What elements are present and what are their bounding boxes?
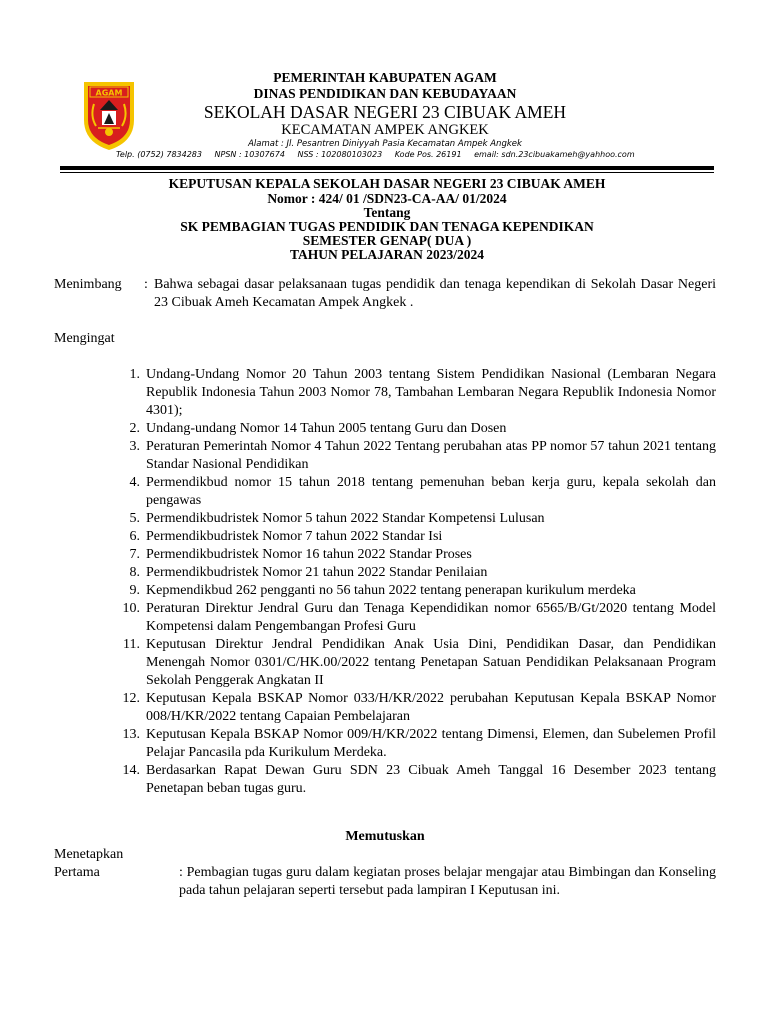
mengingat-label: Mengingat bbox=[54, 331, 115, 346]
postal-code-text: Kode Pos. 26191 bbox=[394, 150, 462, 159]
letterhead-address: Alamat : Jl. Pesantren Diniyyah Pasia Kecamatan Ampek Angkek bbox=[248, 139, 522, 149]
list-text: Keputusan Kepala BSKAP Nomor 009/H/KR/2022 tentang Dimensi, Elemen, dan Subelemen Profil Pelajar Pancasila pda Kurikulum Merdeka. bbox=[146, 727, 716, 760]
list-text: Permendikbud nomor 15 tahun 2018 tentang pemenuhan beban kerja guru, kepala sekolah dan pengawas bbox=[146, 475, 716, 508]
list-text: Keputusan Kepala BSKAP Nomor 033/H/KR/2022 perubahan Keputusan Kepala BSKAP Nomor 008/H/KR/2022 tentang Capaian Pembelajaran bbox=[146, 691, 716, 724]
menimbang-label: Menimbang bbox=[54, 277, 122, 292]
letterhead-district: KECAMATAN AMPEK ANGKEK bbox=[281, 122, 489, 138]
list-item bbox=[129, 546, 716, 564]
agam-regency-logo bbox=[80, 80, 138, 152]
list-item bbox=[122, 762, 716, 798]
list-item bbox=[129, 564, 716, 582]
list-text: Permendikbudristek Nomor 7 tahun 2022 Standar Isi bbox=[146, 529, 443, 544]
pertama-label: Pertama bbox=[54, 865, 100, 880]
telp-text: Telp. (0752) 7834283 bbox=[116, 150, 202, 159]
list-number: 12. bbox=[122, 691, 140, 706]
list-text: Undang-Undang Nomor 20 Tahun 2003 tentang Sistem Pendidikan Nasional (Lembaran Negara Republik Indonesia Tahun 2003 Nomor 78, Tambahan Lembaran Negara Republik Indonesia Nomor 4301); bbox=[146, 367, 716, 418]
list-text: Peraturan Direktur Jendral Guru dan Tenaga Kependidikan nomor 6565/B/Gt/2020 tentang Model Kompetensi dalam Pengembangan Profesi Guru bbox=[146, 601, 716, 634]
list-text: Permendikbudristek Nomor 21 tahun 2022 Standar Penilaian bbox=[146, 565, 488, 580]
list-number: 13. bbox=[122, 727, 140, 742]
pertama-section bbox=[54, 864, 716, 900]
memutuskan-heading: Memutuskan bbox=[345, 829, 425, 844]
list-text: Kepmendikbud 262 pengganti no 56 tahun 2022 tentang penerapan kurikulum merdeka bbox=[146, 583, 636, 598]
decree-body bbox=[54, 276, 716, 900]
list-number: 11. bbox=[123, 637, 140, 652]
list-number: 6. bbox=[129, 529, 140, 544]
list-item bbox=[129, 528, 716, 546]
decree-about: Tentang bbox=[363, 205, 411, 220]
menimbang-section bbox=[54, 276, 716, 312]
list-item bbox=[129, 420, 716, 438]
decree-academic-year: TAHUN PELAJARAN 2023/2024 bbox=[289, 247, 484, 262]
list-number: 8. bbox=[129, 565, 140, 580]
menetapkan-label: Menetapkan bbox=[54, 847, 124, 862]
list-number: 14. bbox=[122, 763, 140, 778]
list-text: Permendikbudristek Nomor 16 tahun 2022 Standar Proses bbox=[146, 547, 472, 562]
decree-number: Nomor : 424/ 01 /SDN23-CA-AA/ 01/2024 bbox=[267, 191, 507, 206]
list-item bbox=[122, 690, 716, 726]
letterhead-divider-thin bbox=[60, 172, 714, 173]
list-number: 5. bbox=[129, 511, 140, 526]
letterhead-contact-line bbox=[116, 150, 676, 159]
list-number: 1. bbox=[129, 367, 140, 382]
mengingat-list bbox=[54, 366, 716, 798]
list-text: Berdasarkan Rapat Dewan Guru SDN 23 Cibuak Ameh Tanggal 16 Desember 2023 tentang Penetapan beban tugas guru. bbox=[146, 763, 716, 796]
list-item bbox=[123, 636, 716, 690]
list-item bbox=[122, 600, 716, 636]
decree-subject: SK PEMBAGIAN TUGAS PENDIDIK DAN TENAGA KEPENDIKAN bbox=[180, 219, 594, 234]
decree-title: KEPUTUSAN KEPALA SEKOLAH DASAR NEGERI 23 CIBUAK AMEH bbox=[168, 176, 606, 191]
pertama-text: : Pembagian tugas guru dalam kegiatan proses belajar mengajar atau Bimbingan dan Konseling pada tahun pelajaran seperti tersebut pada lampiran I Keputusan ini. bbox=[179, 865, 716, 898]
list-number: 10. bbox=[122, 601, 140, 616]
list-text: Permendikbudristek Nomor 5 tahun 2022 Standar Kompetensi Lulusan bbox=[146, 511, 545, 526]
list-item bbox=[129, 474, 716, 510]
npsn-text: NPSN : 10307674 bbox=[214, 150, 285, 159]
list-item bbox=[129, 510, 716, 528]
list-text: Undang-undang Nomor 14 Tahun 2005 tentang Guru dan Dosen bbox=[146, 421, 507, 436]
list-item bbox=[129, 366, 716, 420]
menimbang-colon: : bbox=[144, 277, 148, 292]
list-text: Keputusan Direktur Jendral Pendidikan Anak Usia Dini, Pendidikan Dasar, dan Pendidikan Menengah Nomor 0301/C/HK.00/2022 tentang Penetapan Satuan Pendidikan Pelaksanaan Program Sekolah Penggerak Angkatan II bbox=[146, 637, 716, 688]
letterhead-department: DINAS PENDIDIKAN DAN KEBUDAYAAN bbox=[253, 86, 517, 101]
logo-text: AGAM bbox=[95, 88, 123, 98]
menimbang-text: Bahwa sebagai dasar pelaksanaan tugas pendidik dan tenaga kependikan di Sekolah Dasar Negeri 23 Cibuak Ameh Kecamatan Ampek Angkek . bbox=[154, 277, 716, 310]
email-text: email: sdn.23cibuakameh@yahhoo.com bbox=[474, 150, 635, 159]
list-number: 9. bbox=[129, 583, 140, 598]
letterhead-divider-thick bbox=[60, 166, 714, 170]
list-number: 3. bbox=[129, 439, 140, 454]
list-item bbox=[129, 438, 716, 474]
list-number: 4. bbox=[129, 475, 140, 490]
nss-text: NSS : 102080103023 bbox=[297, 150, 383, 159]
letterhead-school-name: SEKOLAH DASAR NEGERI 23 CIBUAK AMEH bbox=[203, 102, 567, 122]
letterhead-government: PEMERINTAH KABUPATEN AGAM bbox=[273, 70, 497, 85]
list-item bbox=[129, 582, 716, 600]
decree-semester: SEMESTER GENAP( DUA ) bbox=[302, 233, 472, 248]
list-text: Peraturan Pemerintah Nomor 4 Tahun 2022 Tentang perubahan atas PP nomor 57 tahun 2021 tentang Standar Nasional Pendidikan bbox=[146, 439, 716, 472]
list-item bbox=[122, 726, 716, 762]
list-number: 2. bbox=[129, 421, 140, 436]
list-number: 7. bbox=[129, 547, 140, 562]
